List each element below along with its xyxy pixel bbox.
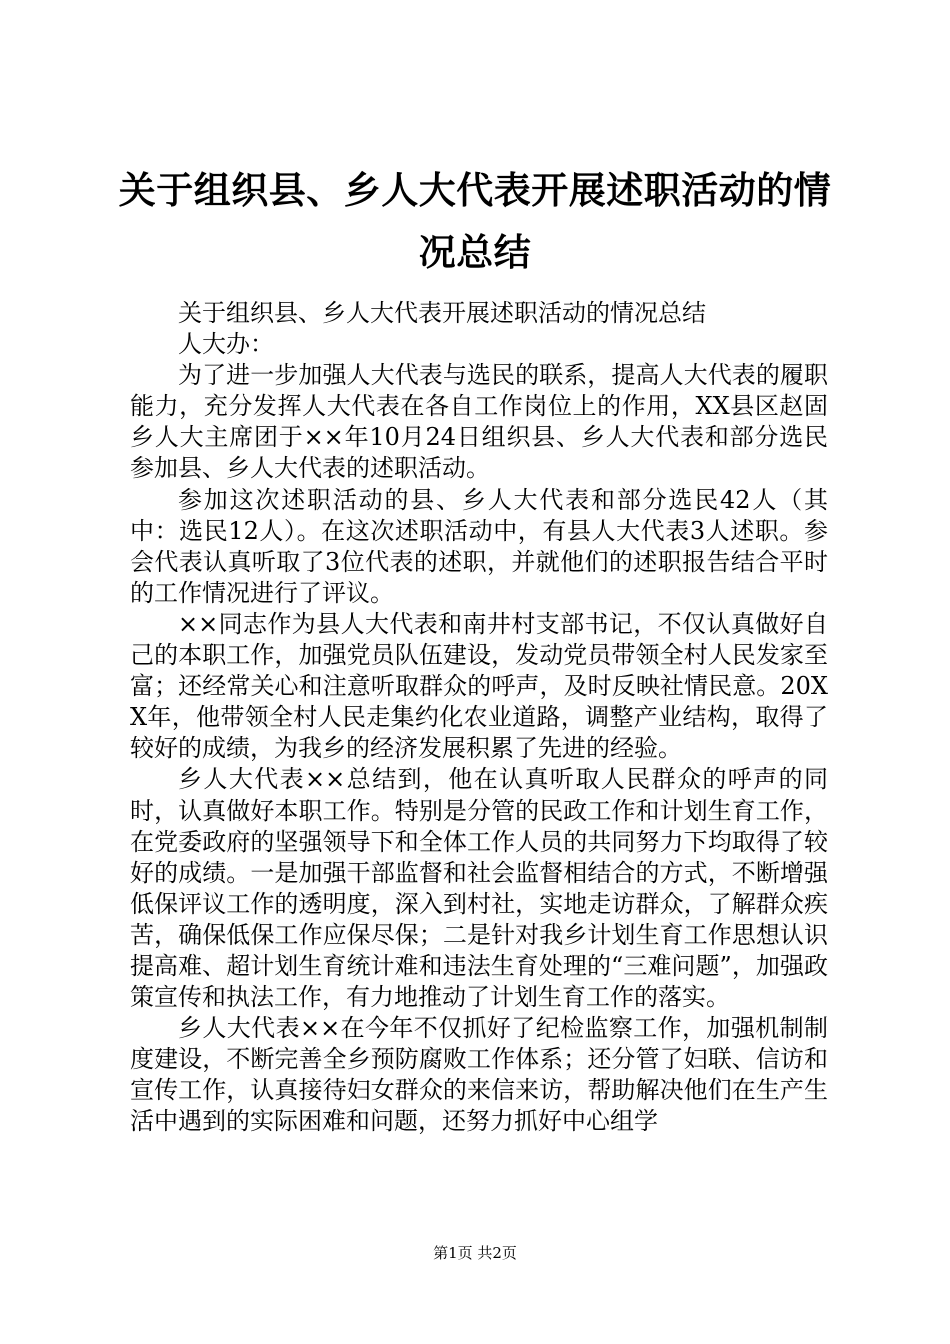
paragraph-subtitle: 关于组织县、乡人大代表开展述职活动的情况总结 [178,299,706,327]
page-number: 第1页 共2页 [433,1244,517,1262]
paragraph-recipient: 人大办： [178,330,274,359]
page-footer [0,1243,950,1263]
paragraph-delegate-3: 乡人大代表××在今年不仅抓好了纪检监察工作，加强机制制度建设，不断完善全乡预防腐败工作体系；还分管了妇联、信访和宣传工作，认真接待妇女群众的来信来访，帮助解决他们在生产生活中遇到的实际困难和问题，还努力抓好中心组学 [130,1014,828,1136]
paragraph-intro: 为了进一步加强人大代表与选民的联系，提高人大代表的履职能力，充分发挥人大代表在各自工作岗位上的作用，XX县区赵固乡人大主席团于××年10月24日组织县、乡人大代表和部分选民参加县、乡人大代表的述职活动。 [130,361,828,483]
paragraph-delegate-1: ××同志作为县人大代表和南井村支部书记，不仅认真做好自己的本职工作，加强党员队伍建设，发动党员带领全村人民发家至富；还经常关心和注意听取群众的呼声，及时反映社情民意。20XX年，他带领全村人民走集约化农业道路，调整产业结构，取得了较好的成绩，为我乡的经济发展积累了先进的经验。 [130,609,828,763]
document-body [130,298,828,1138]
document-title: 关于组织县、乡人大代表开展述职活动的情况总结 [118,169,832,274]
paragraph-delegate-2: 乡人大代表××总结到，他在认真听取人民群众的呼声的同时，认真做好本职工作。特别是分管的民政工作和计划生育工作，在党委政府的坚强领导下和全体工作人员的共同努力下均取得了较好的成绩。一是加强干部监督和社会监督相结合的方式，不断增强低保评议工作的透明度，深入到村社，实地走访群众，了解群众疾苦，确保低保工作应保尽保；二是针对我乡计划生育工作思想认识提高难、超计划生育统计难和违法生育处理的“三难问题”，加强政策宣传和执法工作，有力地推动了计划生育工作的落实。 [130,765,828,1012]
paragraph-participants: 参加这次述职活动的县、乡人大代表和部分选民42人（其中：选民12人）。在这次述职活动中，有县人大代表3人述职。参会代表认真听取了3位代表的述职，并就他们的述职报告结合平时的工作情况进行了评议。 [130,485,828,607]
